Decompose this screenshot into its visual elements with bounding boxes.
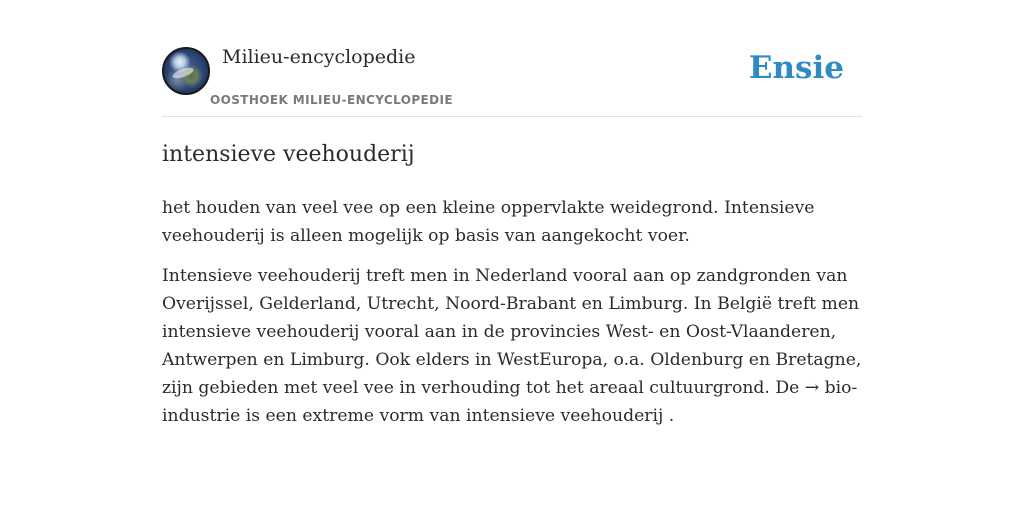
site-subtitle: OOSTHOEK MILIEU-ENCYCLOPEDIE — [210, 93, 453, 107]
arrow-right-icon: → — [804, 378, 820, 398]
ensie-logo-link[interactable]: Ensie — [748, 50, 844, 86]
earth-globe-icon[interactable] — [162, 47, 210, 95]
article-body-text-end: is een extreme vorm van intensieve veehouderij . — [240, 406, 675, 426]
article-title: intensieve veehouderij — [162, 142, 415, 167]
article-body — [162, 262, 862, 430]
article — [162, 138, 862, 442]
article-definition: het houden van veel vee op een kleine oppervlakte weidegrond. Intensieve veehouderij is alleen mogelijk op basis van aangekocht voer. — [162, 198, 815, 246]
bio-industrie-link-text: bio-industrie — [162, 378, 858, 426]
article-body-text: Intensieve veehouderij treft men in Nederland vooral aan op zandgronden van Overijssel, Gelderland, Utrecht, Noord-Brabant en Limburg. In België treft men intensieve veehouderij vooral aan in de provincies West- en Oost-Vlaanderen, Antwerpen en Limburg. Ook elders in WestEuropa, o.a. Oldenburg en Bretagne, zijn gebieden met veel vee in verhouding tot het areaal cultuurgrond. De — [162, 266, 862, 398]
site-header — [162, 44, 862, 117]
site-name[interactable]: Milieu-encyclopedie — [222, 46, 416, 68]
